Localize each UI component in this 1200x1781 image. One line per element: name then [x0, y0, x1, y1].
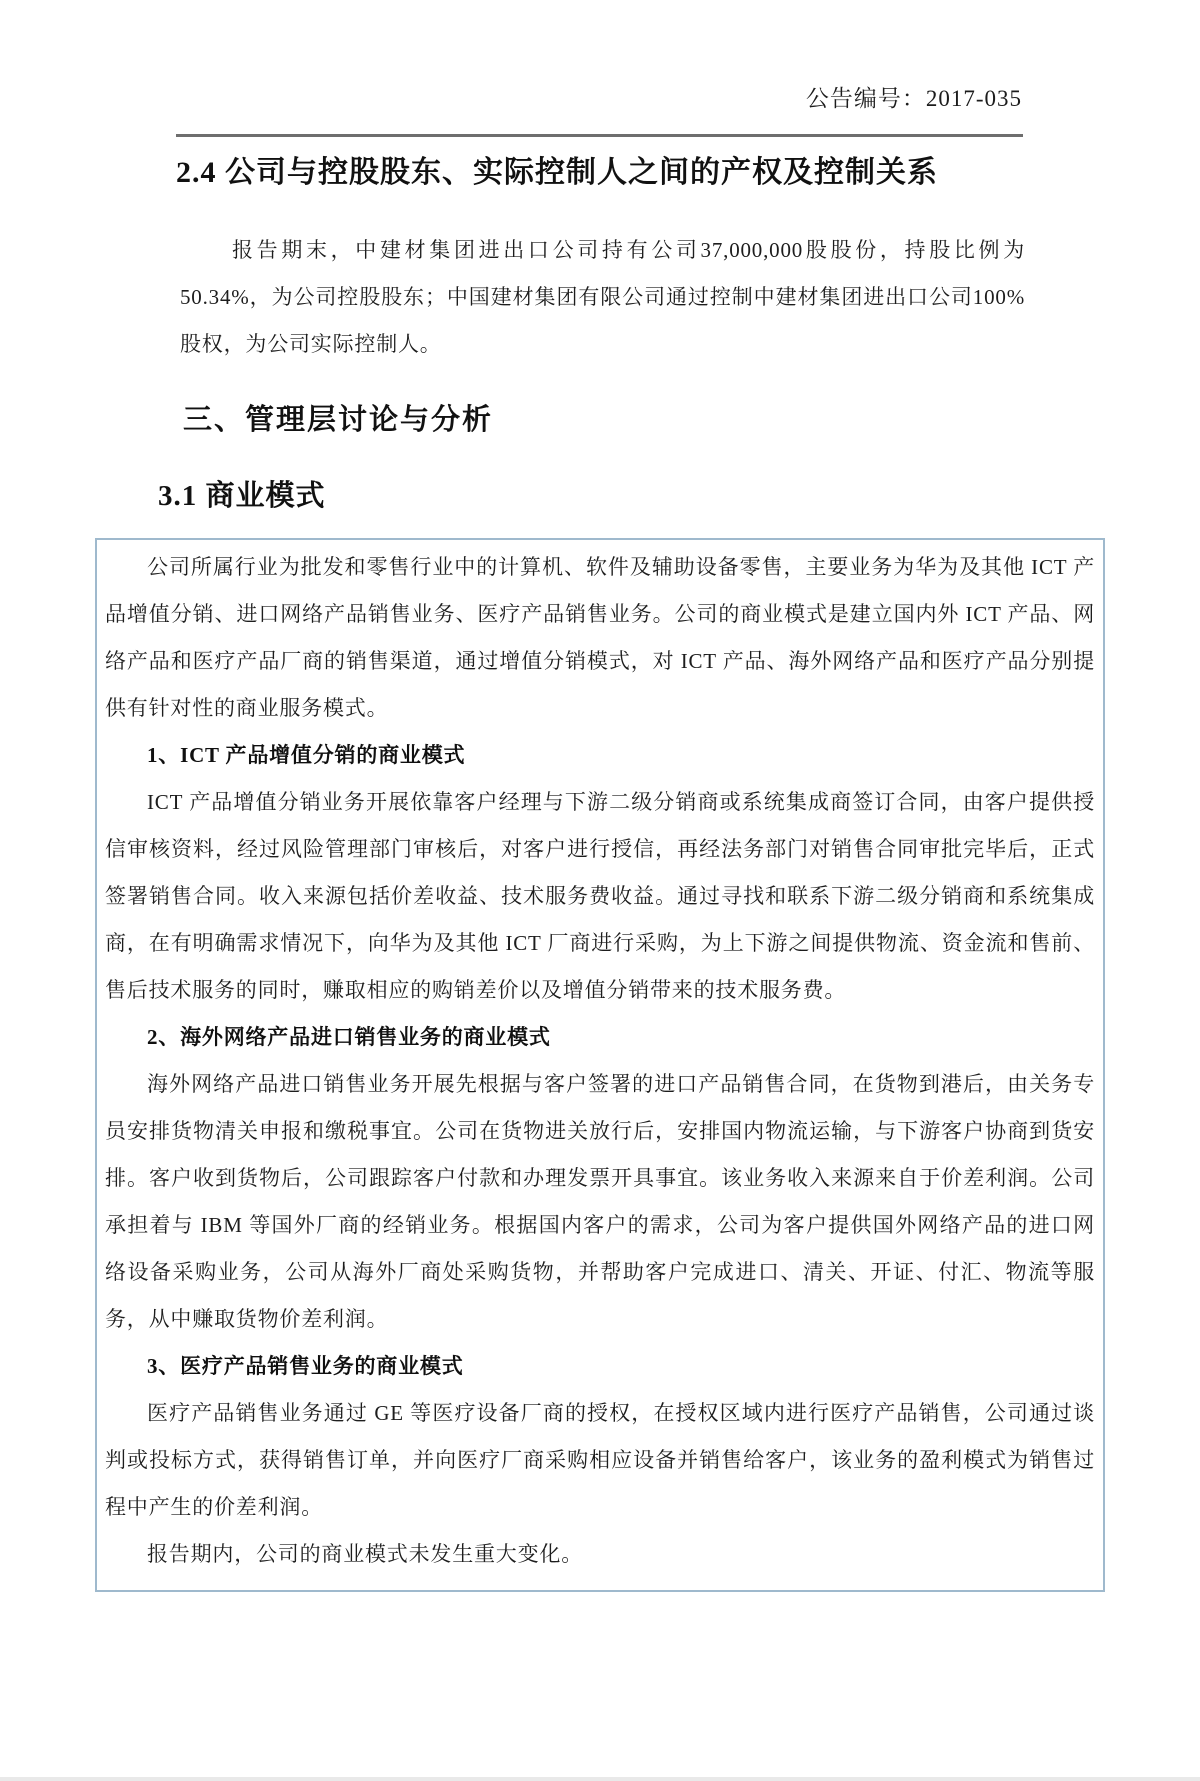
paragraph-controlling-shareholder: 报告期末，中建材集团进出口公司持有公司37,000,000股股份，持股比例为50.34%，为公司控股股东；中国建材集团有限公司通过控制中建材集团进出口公司100%股权，为公司实际控制人。	[180, 238, 1025, 356]
business-model-item-1-heading: 1、ICT 产品增值分销的商业模式	[147, 743, 466, 767]
business-model-item-3-heading: 3、医疗产品销售业务的商业模式	[147, 1354, 464, 1378]
business-model-text-box	[95, 538, 1105, 1592]
business-model-item-1-body: ICT 产品增值分销业务开展依靠客户经理与下游二级分销商或系统集成商签订合同，由客户提供授信审核资料，经过风险管理部门审核后，对客户进行授信，再经法务部门对销售合同审批完毕后，正式签署销售合同。收入来源包括价差收益、技术服务费收益。通过寻找和联系下游二级分销商和系统集成商，在有明确需求情况下，向华为及其他 ICT 厂商进行采购，为上下游之间提供物流、资金流和售前、售后技术服务的同时，赚取相应的购销差价以及增值分销带来的技术服务费。	[105, 790, 1095, 1002]
business-model-closing-paragraph: 报告期内，公司的商业模式未发生重大变化。	[147, 1542, 583, 1566]
page-bottom-edge	[0, 1777, 1200, 1781]
business-model-item-2-body: 海外网络产品进口销售业务开展先根据与客户签署的进口产品销售合同，在货物到港后，由关务专员安排货物清关申报和缴税事宜。公司在货物进关放行后，安排国内物流运输，与下游客户协商到货安排。客户收到货物后，公司跟踪客户付款和办理发票开具事宜。该业务收入来源来自于价差利润。公司承担着与 IBM 等国外厂商的经销业务。根据国内客户的需求，公司为客户提供国外网络产品的进口网络设备采购业务，公司从海外厂商处采购货物，并帮助客户完成进口、清关、开证、付汇、物流等服务，从中赚取货物价差利润。	[105, 1072, 1095, 1331]
document-page	[0, 84, 1200, 1781]
announcement-number: 公告编号：2017-035	[805, 86, 1022, 111]
business-model-intro-paragraph: 公司所属行业为批发和零售行业中的计算机、软件及辅助设备零售，主要业务为华为及其他 ICT 产品增值分销、进口网络产品销售业务、医疗产品销售业务。公司的商业模式是建立国内外 ICT 产品、网络产品和医疗产品厂商的销售渠道，通过增值分销模式，对 ICT 产品、海外网络产品和医疗产品分别提供有针对性的商业服务模式。	[105, 555, 1095, 720]
heading-3-management-discussion: 三、管理层讨论与分析	[183, 404, 494, 436]
heading-2-4-ownership-control-relationship: 2.4 公司与控股股东、实际控制人之间的产权及控制关系	[176, 156, 938, 189]
business-model-item-3-body: 医疗产品销售业务通过 GE 等医疗设备厂商的授权，在授权区域内进行医疗产品销售，公司通过谈判或投标方式，获得销售订单，并向医疗厂商采购相应设备并销售给客户，该业务的盈利模式为销售过程中产生的价差利润。	[105, 1401, 1095, 1519]
business-model-item-2-heading: 2、海外网络产品进口销售业务的商业模式	[147, 1025, 551, 1049]
header-divider-rule	[176, 134, 1023, 137]
heading-3-1-business-model: 3.1 商业模式	[158, 480, 326, 512]
